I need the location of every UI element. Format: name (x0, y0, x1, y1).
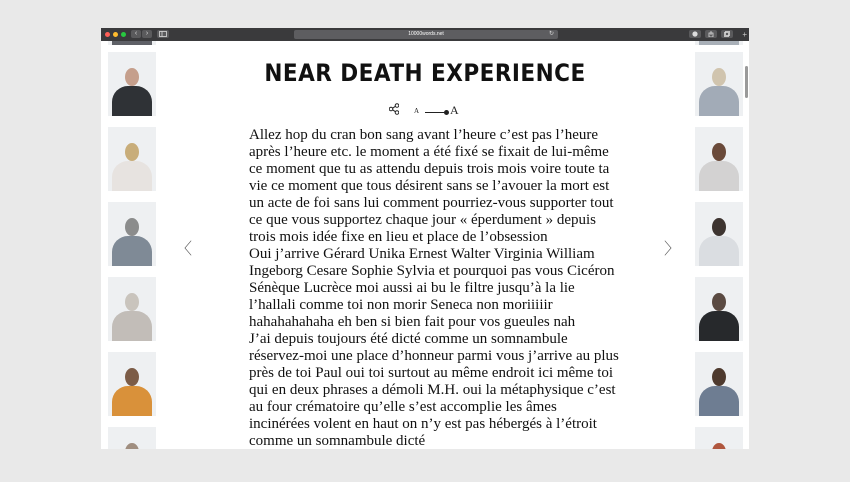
text-line: vie ce moment que tous désirent sans se l’avouer la mort est (249, 178, 610, 194)
forward-button[interactable]: › (142, 30, 152, 38)
scrollbar[interactable] (745, 66, 748, 98)
page-title: NEAR DEATH EXPERIENCE (264, 59, 586, 87)
text-line: Oui j’arrive Gérard Unika Ernest Walter Virginia William (249, 246, 595, 262)
text-line: qui en deux phrases a démoli M.H. oui la métaphysique c’est (249, 382, 616, 398)
browser-window (101, 28, 749, 449)
share-button[interactable] (705, 30, 717, 38)
download-icon (692, 31, 698, 37)
text-line: après l’heure etc. le moment a été fixé se fixait de lui-même (249, 144, 609, 160)
font-size-slider-handle[interactable] (444, 110, 449, 115)
share-icon[interactable] (389, 103, 399, 115)
portrait-thumbnail[interactable] (108, 202, 156, 266)
portrait-thumbnail[interactable] (695, 127, 743, 191)
text-line: l’hallali comme toi non morir Seneca non moriiiiir (249, 297, 553, 313)
reading-toolbar (389, 103, 469, 117)
text-line: Sénèque Lucrèce moi aussi ai bu le filtre jusqu’à la lie (249, 280, 575, 296)
share-icon (708, 31, 714, 37)
font-size-large-label: A (450, 103, 459, 117)
portrait-thumbnail[interactable] (108, 277, 156, 341)
text-line: un acte de foi sans lui comment pourriez-vous supporter tout (249, 195, 614, 211)
portrait-thumbnail[interactable] (695, 202, 743, 266)
text-line: Allez hop du cran bon sang avant l’heure c’est pas l’heure (249, 127, 599, 143)
poem-text (249, 127, 619, 449)
address-bar[interactable] (294, 30, 558, 39)
browser-toolbar (101, 28, 749, 41)
portrait-thumbnail[interactable] (108, 41, 156, 45)
text-line: réservez-moi une place d’honneur parmi vous j’arrive au plus (249, 348, 619, 364)
minimize-window-button[interactable] (113, 32, 118, 37)
portrait-thumbnail[interactable] (695, 277, 743, 341)
text-line: près de toi Paul oui toi surtout au même endroit ici même toi (249, 365, 614, 381)
new-tab-button[interactable]: + (742, 30, 747, 39)
text-line: comme un somnambule dicté (249, 433, 426, 449)
tabs-overview-button[interactable] (721, 30, 733, 38)
portrait-thumbnail[interactable] (695, 41, 743, 45)
url-text: 10000words.net (408, 31, 444, 37)
sidebar-button[interactable] (157, 30, 169, 38)
text-line: ce moment que tu as attendu depuis trois mois voire toute ta (249, 161, 610, 177)
portrait-thumbnail[interactable] (695, 427, 743, 449)
next-arrow-icon[interactable]: 〉 (664, 239, 681, 258)
portrait-thumbnail[interactable] (108, 427, 156, 449)
text-line: au four crématoire qu’elle s’est accomplie les âmes (249, 399, 557, 415)
text-line: hahahahahaha eh ben si bien fait pour vos gueules nah (249, 314, 576, 330)
text-line: ce que vous supportez chaque jour « éperdument » depuis (249, 212, 596, 228)
zoom-window-button[interactable] (121, 32, 126, 37)
text-line: trois mois idée fixe en lieu et place de l’obsession (249, 229, 548, 245)
right-photo-column (695, 41, 743, 449)
reload-icon[interactable]: ↻ (548, 31, 554, 37)
close-window-button[interactable] (105, 32, 110, 37)
downloads-button[interactable] (689, 30, 701, 38)
portrait-thumbnail[interactable] (695, 352, 743, 416)
previous-arrow-icon[interactable]: 〈 (176, 239, 193, 258)
back-button[interactable]: ‹ (131, 30, 141, 38)
text-line: J’ai depuis toujours été dicté comme un somnambule (249, 331, 568, 347)
sidebar-icon (159, 31, 167, 37)
tabs-icon (724, 31, 730, 37)
font-size-small-label: A (414, 107, 420, 115)
portrait-thumbnail[interactable] (108, 127, 156, 191)
portrait-thumbnail[interactable] (108, 352, 156, 416)
text-line: incinérées volent en haut on n’y est pas hébergés à l’étroit (249, 416, 597, 432)
left-photo-column (108, 41, 156, 449)
page-content (101, 41, 749, 449)
text-line: Ingeborg Cesare Sophie Sylvia et pourquoi pas vous Cicéron (249, 263, 615, 279)
